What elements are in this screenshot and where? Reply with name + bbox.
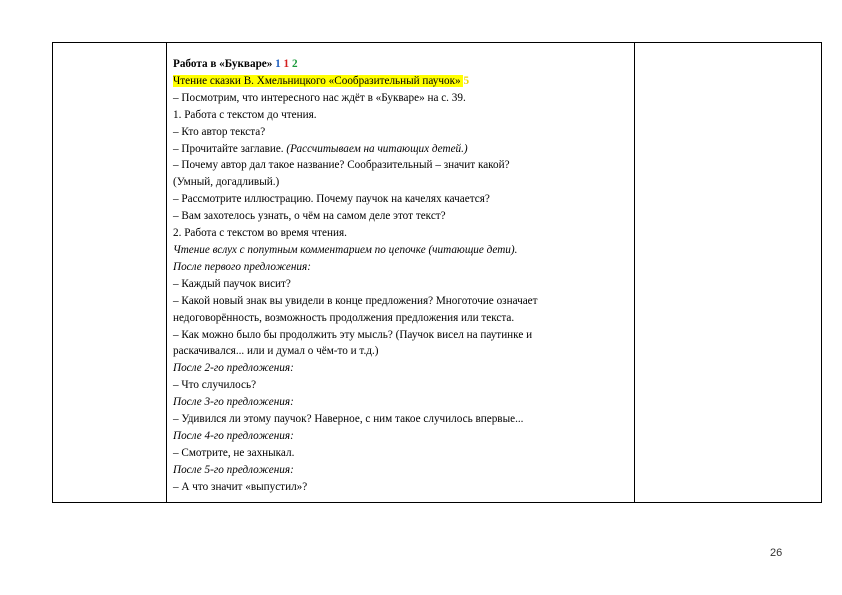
- section-title: Работа в «Букваре» 1 1 2: [173, 58, 298, 70]
- reading-heading: Чтение сказки В. Хмельницкого «Сообразительный паучок» 5: [173, 74, 470, 87]
- text-line: – Удивился ли этому паучок? Наверное, с ним такое случилось впервые...: [173, 413, 524, 426]
- italic-line: Чтение вслух с попутным комментарием по цепочке (читающие дети).: [173, 243, 518, 256]
- column-divider-right: [634, 43, 635, 502]
- column-divider-left: [166, 43, 167, 502]
- italic-line: После первого предложения:: [173, 260, 311, 273]
- text-line: – Вам захотелось узнать, о чём на самом деле этот текст?: [173, 210, 446, 223]
- text-line: 2. Работа с текстом во время чтения.: [173, 227, 347, 240]
- italic-note: (Рассчитываем на читающих детей.): [286, 142, 468, 155]
- page-ref-1: 1: [275, 58, 281, 70]
- page-number: 26: [770, 547, 783, 559]
- text-line: 1. Работа с текстом до чтения.: [173, 108, 317, 121]
- text-line: – Рассмотрите иллюстрацию. Почему паучок на качелях качается?: [173, 193, 490, 206]
- lesson-content-cell: [173, 56, 631, 496]
- text-line: – Посмотрим, что интересного нас ждёт в «Букваре» на с. 39.: [173, 91, 466, 104]
- page-ref-2: 1: [283, 58, 290, 70]
- text-line: – Прочитайте заглавие. (Рассчитываем на читающих детей.): [173, 142, 468, 155]
- italic-line: После 3-го предложения:: [173, 396, 294, 409]
- text-line: – Смотрите, не захныкал.: [173, 446, 295, 459]
- page-ref-3: 2: [291, 58, 298, 70]
- text-line: – Каждый паучок висит?: [173, 277, 291, 290]
- text-line: раскачивался... или и думал о чём-то и т.д.): [173, 345, 379, 358]
- italic-line: После 5-го предложения:: [173, 463, 294, 476]
- text-line: – Как можно было бы продолжить эту мысль? (Паучок висел на паутинке и: [173, 328, 533, 341]
- italic-line: После 4-го предложения:: [173, 429, 294, 442]
- text-line: – Почему автор дал такое название? Сообразительный – значит какой?: [173, 159, 510, 172]
- text-line: – Какой новый знак вы увидели в конце предложения? Многоточие означает: [173, 294, 538, 307]
- text-line: – Кто автор текста?: [173, 125, 266, 138]
- text-line: – Что случилось?: [173, 379, 257, 392]
- text-line: (Умный, догадливый.): [173, 176, 280, 189]
- italic-line: После 2-го предложения:: [173, 362, 294, 375]
- text-line: – А что значит «выпустил»?: [173, 480, 308, 493]
- reading-ref: 5: [463, 74, 470, 87]
- text-line: недоговорённость, возможность продолжения предложения или текста.: [173, 311, 515, 324]
- lesson-table: [52, 42, 822, 503]
